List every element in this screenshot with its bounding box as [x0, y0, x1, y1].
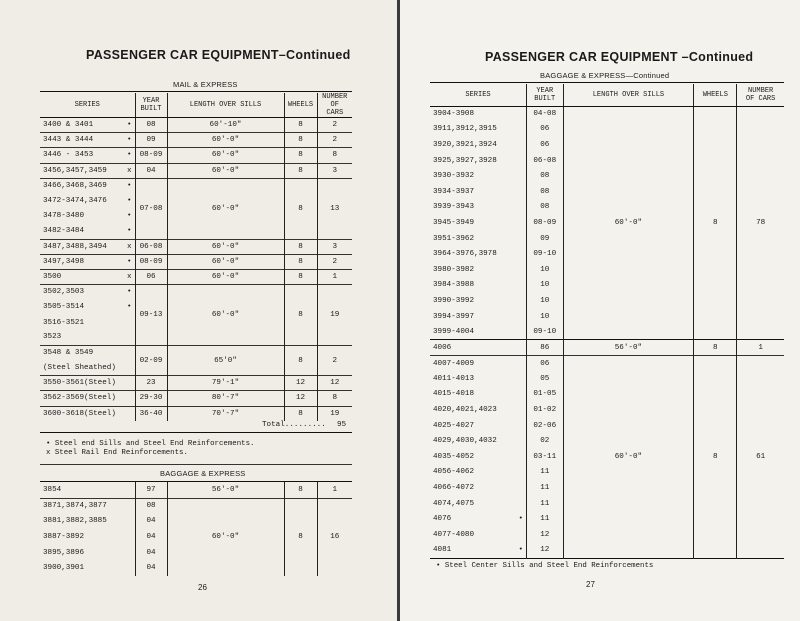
baggage-express-table-right	[430, 84, 784, 560]
cell-year: 29-30	[135, 391, 167, 406]
series-text: 3548 & 3549	[43, 349, 94, 358]
footnote-steel-end-sills: • Steel end Sills and Steel End Reinforcements.	[46, 440, 255, 448]
series-text: 4074,4075	[433, 499, 475, 508]
series-text: 3562-3569(Steel)	[43, 394, 116, 403]
cell-year: 01-02	[527, 402, 563, 418]
series-mark: •	[126, 288, 132, 297]
series-text: 3523	[43, 333, 62, 342]
table-row	[40, 178, 352, 193]
series-cell: 3984-3988	[433, 281, 475, 290]
series-entry	[433, 390, 523, 398]
table-row	[40, 406, 352, 421]
cell-wheels: 8	[284, 118, 317, 133]
cell-wheels: 8	[284, 498, 317, 576]
cell-year: 08	[527, 168, 563, 184]
series-text: 3466,3468,3469	[43, 182, 107, 191]
cell-year: 05	[527, 371, 563, 387]
series-entry	[43, 182, 132, 190]
cell-year: 08	[135, 118, 167, 133]
table-bottom-rule	[40, 432, 352, 433]
series-text: 4020,4021,4023	[433, 406, 497, 415]
total-value: 95	[337, 421, 347, 429]
series-cell	[40, 300, 135, 315]
cell-wheels: 8	[284, 178, 317, 239]
cell-year: 06	[527, 122, 563, 138]
footnote-steel-rail: x Steel Rail End Reinforcements.	[46, 449, 188, 457]
series-entry	[433, 375, 523, 383]
series-text: 3502,3503	[43, 288, 85, 297]
section-subtitle: BAGGAGE & EXPRESS—Continued	[540, 71, 670, 80]
cell-cars: 2	[317, 133, 352, 148]
series-text: 4029,4030,4032	[433, 437, 497, 446]
series-mark: •	[126, 197, 132, 206]
cell-length: 70'-7"	[167, 406, 284, 421]
series-cell: 3871,3874,3877	[40, 498, 135, 514]
series-cell	[430, 496, 527, 512]
series-entry	[433, 453, 523, 461]
cell-year: 07-08	[135, 178, 167, 239]
series-cell	[40, 330, 135, 345]
cell-length: 60'-0"	[167, 239, 284, 254]
cell-wheels: 8	[284, 163, 317, 178]
series-mark: •	[126, 303, 132, 312]
series-mark: x	[126, 272, 132, 281]
series-entry	[43, 273, 132, 281]
col-header-series: SERIES	[430, 84, 527, 106]
series-cell: 3904-3908	[433, 110, 475, 119]
cell-year: 10	[527, 262, 563, 278]
table-row	[430, 340, 784, 356]
table-bottom-rule-row	[430, 558, 784, 560]
cell-length: 60'-0"	[563, 356, 694, 559]
series-cell	[40, 391, 135, 406]
series-cell: 3964-3976,3978	[433, 250, 497, 259]
cell-cars: 16	[317, 498, 352, 576]
series-entry	[43, 151, 132, 159]
series-cell: 3925,3927,3928	[433, 156, 497, 165]
cell-length: 65'0"	[167, 345, 284, 375]
series-text: 4035-4052	[433, 452, 475, 461]
cell-wheels: 8	[284, 285, 317, 346]
cell-year: 09	[527, 231, 563, 247]
series-entry	[43, 288, 132, 296]
series-cell	[40, 133, 135, 148]
series-cell	[40, 163, 135, 178]
table-row	[40, 376, 352, 391]
cell-length: 80'-7"	[167, 391, 284, 406]
series-entry	[433, 437, 523, 445]
col-header-cars: NUMBER OF CARS	[317, 93, 352, 118]
table-row	[40, 133, 352, 148]
series-mark: •	[126, 212, 132, 221]
table-row	[40, 498, 352, 514]
cell-cars: 3	[317, 239, 352, 254]
cell-year: 10	[527, 278, 563, 294]
section-subtitle-mail: MAIL & EXPRESS	[173, 80, 238, 89]
series-entry	[43, 121, 132, 129]
cell-cars: 8	[317, 391, 352, 406]
series-cell: 3854	[43, 485, 62, 494]
page-number: 26	[198, 583, 207, 592]
series-cell	[40, 209, 135, 224]
series-text: 4081	[433, 546, 452, 555]
series-cell: 3934-3937	[433, 187, 475, 196]
table-row	[40, 285, 352, 300]
cell-year: 08	[527, 184, 563, 200]
series-cell	[40, 406, 135, 421]
table-row	[40, 118, 352, 133]
series-cell	[430, 527, 527, 543]
series-entry	[43, 136, 132, 144]
cell-cars: 12	[317, 376, 352, 391]
series-cell: 3980-3982	[433, 265, 475, 274]
series-cell	[430, 371, 527, 387]
cell-year: 06-08	[527, 153, 563, 169]
series-cell: 3911,3912,3915	[433, 125, 497, 134]
series-entry	[43, 303, 132, 311]
cell-year: 12	[527, 543, 563, 559]
cell-year: 12	[527, 527, 563, 543]
series-cell: 3900,3901	[43, 564, 85, 573]
cell-year: 11	[527, 496, 563, 512]
mail-express-table	[40, 93, 352, 421]
cell-year: 11	[527, 465, 563, 481]
col-header-year: YEAR BUILT	[135, 93, 167, 118]
series-cell: 3881,3882,3885	[43, 517, 107, 526]
rule-cell	[737, 558, 784, 560]
cell-length: 60'-0"	[167, 133, 284, 148]
series-entry	[43, 364, 132, 372]
series-entry	[43, 227, 132, 235]
series-cell	[430, 356, 527, 372]
rule-cell	[430, 558, 527, 560]
series-cell	[40, 345, 135, 360]
cell-cars: 8	[317, 148, 352, 163]
cell-cars: 2	[317, 118, 352, 133]
series-entry	[43, 410, 132, 418]
col-header-year: YEAR BUILT	[527, 84, 563, 106]
series-text: 3600-3618(Steel)	[43, 409, 116, 418]
series-cell	[430, 387, 527, 403]
cell-wheels: 8	[284, 406, 317, 421]
cell-year: 09-10	[527, 324, 563, 340]
series-cell	[40, 285, 135, 300]
series-cell	[430, 465, 527, 481]
cell-wheels: 8	[284, 148, 317, 163]
cell-year: 06	[527, 137, 563, 153]
table-row	[40, 254, 352, 269]
series-entry	[433, 500, 523, 508]
table-row	[40, 239, 352, 254]
section-subtitle-baggage: BAGGAGE & EXPRESS	[160, 469, 246, 478]
series-mark: •	[518, 546, 524, 555]
series-entry	[43, 243, 132, 251]
series-entry	[433, 484, 523, 492]
page-number: 27	[586, 580, 595, 589]
cell-year: 11	[527, 511, 563, 527]
series-text: (Steel Sheathed)	[43, 363, 116, 372]
series-entry	[433, 406, 523, 414]
cell-year: 04	[135, 560, 167, 576]
series-cell	[430, 543, 527, 559]
series-text: 4056-4062	[433, 468, 475, 477]
baggage-express-table-left	[40, 482, 352, 576]
series-text: 3500	[43, 272, 62, 281]
cell-cars: 1	[317, 269, 352, 284]
series-cell: 3990-3992	[433, 296, 475, 305]
series-entry	[433, 531, 523, 539]
series-mark: •	[126, 182, 132, 191]
series-mark: •	[518, 515, 524, 524]
cell-year: 04	[135, 163, 167, 178]
cell-year: 10	[527, 309, 563, 325]
cell-cars: 61	[737, 356, 784, 559]
cell-wheels: 8	[284, 239, 317, 254]
series-text: 3400 & 3401	[43, 121, 94, 130]
table-row	[40, 269, 352, 284]
series-cell: 3999-4004	[433, 327, 475, 336]
cell-year: 09	[135, 133, 167, 148]
cell-wheels: 12	[284, 376, 317, 391]
series-cell: 3887-3892	[43, 532, 85, 541]
table-row	[430, 356, 784, 372]
cell-year: 36-40	[135, 406, 167, 421]
cell-cars: 3	[317, 163, 352, 178]
right-page	[400, 0, 800, 621]
cell-wheels: 12	[284, 391, 317, 406]
cell-length: 56'-0"	[167, 482, 284, 498]
series-cell: 3951-3962	[433, 234, 475, 243]
series-text: 3443 & 3444	[43, 136, 94, 145]
series-cell	[40, 178, 135, 193]
series-cell	[430, 480, 527, 496]
col-header-length: LENGTH OVER SILLS	[167, 93, 284, 118]
series-text: 4011-4013	[433, 374, 475, 383]
series-text: 3505-3514	[43, 303, 85, 312]
series-mark: x	[126, 166, 132, 175]
cell-wheels: 8	[284, 482, 317, 498]
col-header-wheels: WHEELS	[284, 93, 317, 118]
series-cell	[40, 118, 135, 133]
series-mark: •	[126, 151, 132, 160]
series-entry	[43, 197, 132, 205]
series-cell	[40, 361, 135, 376]
footnote-steel-center-sills: • Steel Center Sills and Steel End Reinforcements	[436, 562, 654, 570]
series-entry	[43, 394, 132, 402]
series-cell: 3920,3921,3924	[433, 140, 497, 149]
table-row	[40, 482, 352, 498]
cell-year: 08	[135, 498, 167, 514]
cell-wheels: 8	[694, 340, 737, 356]
series-cell	[40, 254, 135, 269]
cell-year: 02	[527, 433, 563, 449]
cell-cars: 2	[317, 254, 352, 269]
cell-cars: 19	[317, 285, 352, 346]
page-title: PASSENGER CAR EQUIPMENT–Continued	[86, 48, 351, 62]
series-text: 4066-4072	[433, 484, 475, 493]
series-entry	[433, 360, 523, 368]
series-entry	[43, 258, 132, 266]
cell-year: 11	[527, 480, 563, 496]
series-entry	[433, 422, 523, 430]
series-text: 4025-4027	[433, 421, 475, 430]
col-header-series: SERIES	[40, 93, 135, 118]
cell-length: 60'-0"	[167, 148, 284, 163]
cell-cars: 1	[737, 340, 784, 356]
series-entry	[43, 319, 132, 327]
series-text: 3446 - 3453	[43, 151, 94, 160]
left-page	[0, 0, 398, 621]
series-cell	[40, 193, 135, 208]
cell-wheels: 8	[284, 254, 317, 269]
series-cell	[40, 376, 135, 391]
series-text: 3487,3488,3494	[43, 242, 107, 251]
cell-year: 04	[135, 514, 167, 530]
cell-year: 02-06	[527, 418, 563, 434]
divider	[40, 464, 352, 465]
col-header-wheels: WHEELS	[694, 84, 737, 106]
cell-year: 01-05	[527, 387, 563, 403]
cell-year: 08	[527, 200, 563, 216]
cell-cars: 2	[317, 345, 352, 375]
cell-cars: 1	[317, 482, 352, 498]
cell-year: 06	[135, 269, 167, 284]
cell-year: 08-09	[135, 254, 167, 269]
cell-year: 09-10	[527, 246, 563, 262]
series-text: 3497,3498	[43, 257, 85, 266]
cell-year: 04-08	[527, 106, 563, 122]
cell-year: 04	[135, 529, 167, 545]
series-entry	[433, 468, 523, 476]
series-text: 4077-4080	[433, 530, 475, 539]
series-cell: 4006	[430, 340, 527, 356]
cell-length: 60'-0"	[167, 498, 284, 576]
series-cell	[430, 449, 527, 465]
series-text: 4076	[433, 515, 452, 524]
cell-year: 97	[135, 482, 167, 498]
cell-length: 79'-1"	[167, 376, 284, 391]
series-cell	[430, 433, 527, 449]
cell-wheels: 8	[284, 345, 317, 375]
cell-year: 06-08	[135, 239, 167, 254]
series-entry	[433, 546, 523, 554]
cell-year: 04	[135, 545, 167, 561]
cell-cars: 78	[737, 106, 784, 340]
cell-year: 08-09	[135, 148, 167, 163]
series-cell	[40, 315, 135, 330]
cell-year: 03-11	[527, 449, 563, 465]
series-text: 3456,3457,3459	[43, 166, 107, 175]
cell-wheels: 8	[694, 356, 737, 559]
series-cell	[40, 239, 135, 254]
cell-length: 60'-0"	[167, 254, 284, 269]
table-row	[40, 148, 352, 163]
series-entry	[43, 379, 132, 387]
series-entry	[43, 212, 132, 220]
series-text: 4007-4009	[433, 359, 475, 368]
series-cell	[40, 148, 135, 163]
series-cell: 3895,3896	[43, 548, 85, 557]
series-entry	[43, 167, 132, 175]
series-entry	[433, 515, 523, 523]
series-text: 3516-3521	[43, 318, 85, 327]
series-mark: •	[126, 136, 132, 145]
col-header-cars: NUMBER OF CARS	[737, 84, 784, 106]
cell-wheels: 8	[694, 106, 737, 340]
cell-cars: 19	[317, 406, 352, 421]
table-row	[430, 106, 784, 122]
series-cell: 3945-3949	[433, 218, 475, 227]
cell-wheels: 8	[284, 133, 317, 148]
table-row	[40, 345, 352, 360]
series-entry	[43, 333, 132, 341]
cell-year: 10	[527, 293, 563, 309]
series-text: 4015-4018	[433, 390, 475, 399]
series-cell	[430, 511, 527, 527]
series-text: 3472-3474,3476	[43, 197, 107, 206]
series-mark: •	[126, 227, 132, 236]
cell-length: 60'-0"	[563, 106, 694, 340]
series-text: 3478-3480	[43, 212, 85, 221]
series-mark: x	[126, 242, 132, 251]
series-cell	[430, 402, 527, 418]
cell-length: 60'-0"	[167, 269, 284, 284]
cell-wheels: 8	[284, 269, 317, 284]
series-cell: 3994-3997	[433, 312, 475, 321]
cell-year: 23	[135, 376, 167, 391]
table-top-rule	[430, 82, 784, 83]
cell-year: 86	[527, 340, 563, 356]
series-mark: •	[126, 121, 132, 130]
series-mark: •	[126, 257, 132, 266]
cell-length: 60'-0"	[167, 178, 284, 239]
table-top-rule	[40, 91, 352, 92]
col-header-length: LENGTH OVER SILLS	[563, 84, 694, 106]
rule-cell	[694, 558, 737, 560]
series-text: 3550-3561(Steel)	[43, 379, 116, 388]
series-cell: 3930-3932	[433, 172, 475, 181]
cell-length: 60'-0"	[167, 285, 284, 346]
series-cell	[40, 269, 135, 284]
cell-length: 56'-0"	[563, 340, 694, 356]
series-cell: 3939-3943	[433, 203, 475, 212]
rule-cell	[563, 558, 694, 560]
cell-cars: 13	[317, 178, 352, 239]
cell-year: 08-09	[527, 215, 563, 231]
table-row	[40, 163, 352, 178]
series-cell	[430, 418, 527, 434]
cell-length: 60'-10"	[167, 118, 284, 133]
cell-length: 60'-0"	[167, 163, 284, 178]
rule-cell	[527, 558, 563, 560]
cell-year: 09-13	[135, 285, 167, 346]
series-text: 3482-3484	[43, 227, 85, 236]
page-title: PASSENGER CAR EQUIPMENT –Continued	[485, 50, 754, 64]
cell-year: 02-09	[135, 345, 167, 375]
series-cell	[40, 224, 135, 239]
series-entry	[43, 349, 132, 357]
cell-year: 06	[527, 356, 563, 372]
table-row	[40, 391, 352, 406]
total-label: Total.........	[262, 421, 326, 429]
